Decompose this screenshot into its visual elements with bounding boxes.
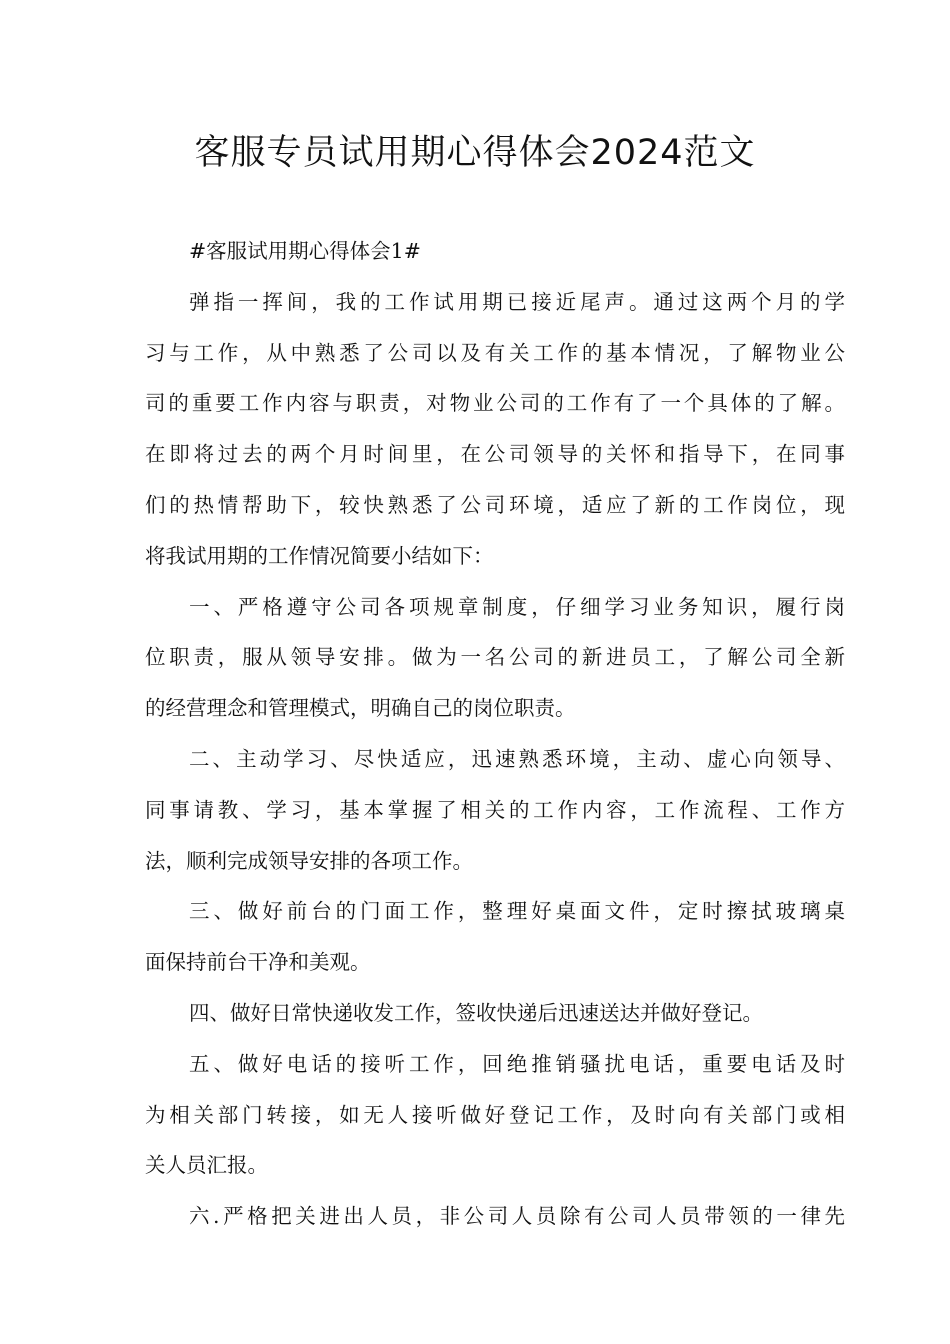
paragraph-line: 同事请教、学习，基本掌握了相关的工作内容，工作流程、工作方 bbox=[145, 797, 845, 822]
paragraph-line: 六.严格把关进出人员，非公司人员除有公司人员带领的一律先 bbox=[189, 1204, 845, 1229]
paragraph-line: 关人员汇报。 bbox=[145, 1153, 268, 1178]
document-body bbox=[145, 226, 845, 1242]
paragraph-line: 面保持前台干净和美观。 bbox=[145, 950, 371, 975]
paragraph-line: 位职责，服从领导安排。做为一名公司的新进员工，了解公司全新 bbox=[145, 645, 845, 670]
paragraph-line: 将我试用期的工作情况简要小结如下： bbox=[145, 543, 494, 568]
paragraph-line: 习与工作，从中熟悉了公司以及有关工作的基本情况，了解物业公 bbox=[145, 340, 845, 365]
document-title: 客服专员试用期心得体会2024范文 bbox=[194, 133, 756, 173]
paragraph-line: 司的重要工作内容与职责，对物业公司的工作有了一个具体的了解。 bbox=[145, 391, 845, 416]
paragraph-line: 三、做好前台的门面工作，整理好桌面文件，定时擦拭玻璃桌 bbox=[189, 899, 845, 924]
paragraph-line: 一、严格遵守公司各项规章制度，仔细学习业务知识，履行岗 bbox=[189, 594, 845, 619]
paragraph-line: 的经营理念和管理模式，明确自己的岗位职责。 bbox=[145, 696, 576, 721]
paragraph-line: 法，顺利完成领导安排的各项工作。 bbox=[145, 848, 473, 873]
section-heading: #客服试用期心得体会1# bbox=[189, 239, 421, 263]
paragraph-line: 为相关部门转接，如无人接听做好登记工作，及时向有关部门或相 bbox=[145, 1102, 845, 1127]
paragraph-line: 四、做好日常快递收发工作，签收快递后迅速送达并做好登记。 bbox=[189, 1000, 763, 1025]
paragraph-line: 在即将过去的两个月时间里，在公司领导的关怀和指导下，在同事 bbox=[145, 442, 845, 467]
paragraph-line: 弹指一挥间，我的工作试用期已接近尾声。通过这两个月的学 bbox=[189, 289, 845, 314]
paragraph-line: 们的热情帮助下，较快熟悉了公司环境，适应了新的工作岗位，现 bbox=[145, 492, 845, 517]
paragraph-line: 二、主动学习、尽快适应，迅速熟悉环境，主动、虚心向领导、 bbox=[189, 746, 845, 771]
paragraph-line: 五、做好电话的接听工作，回绝推销骚扰电话，重要电话及时 bbox=[189, 1051, 845, 1076]
